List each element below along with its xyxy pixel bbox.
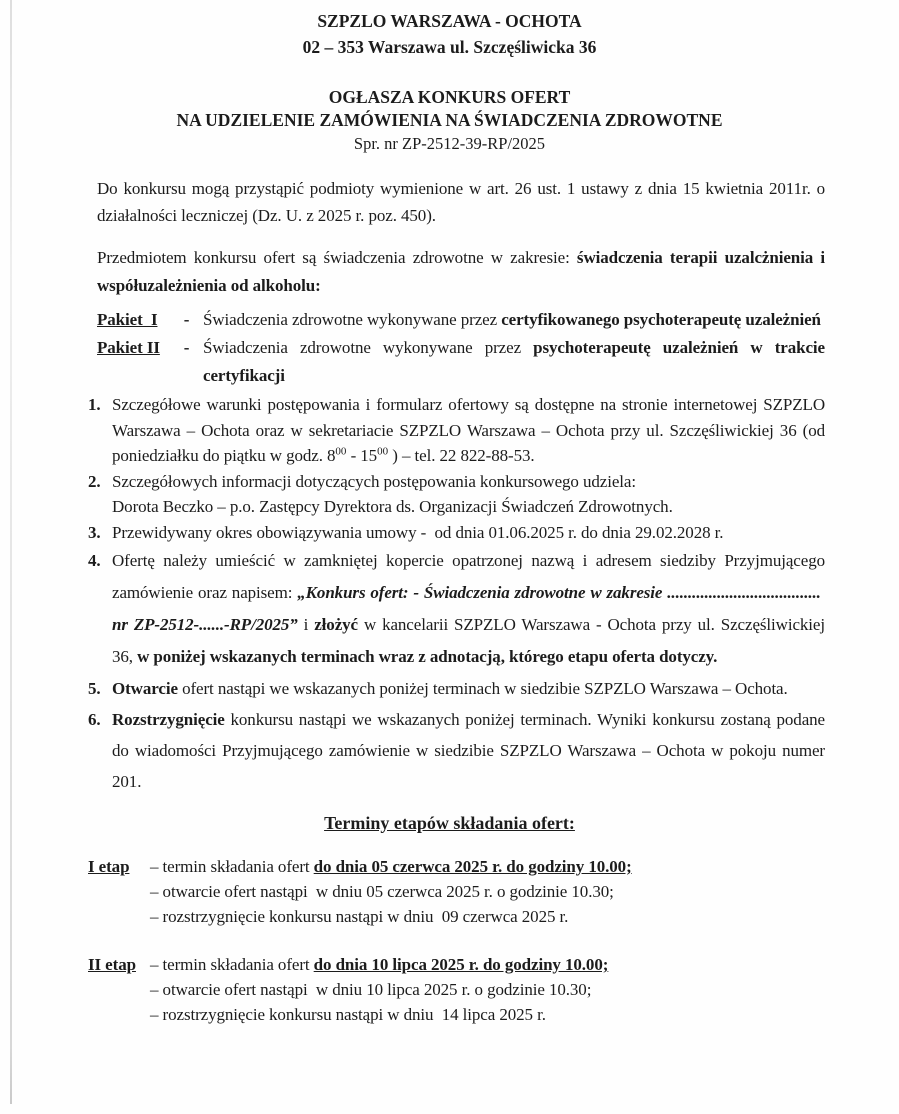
item-5-text (112, 673, 825, 704)
item-2-line2: Dorota Beczko – p.o. Zastępcy Dyrektora ds. Organizacji Świadczeń Zdrowotnych. (112, 497, 673, 516)
stage-1-resolution-line: – rozstrzygnięcie konkursu nastąpi w dniu 09 czerwca 2025 r. (150, 907, 569, 926)
package-1-description (203, 306, 825, 334)
numbered-item-6 (88, 704, 825, 797)
subject-paragraph-bold: świadczenia terapii uzalcżnienia i współuzależnienia od alkoholu: (97, 248, 825, 295)
numbered-item-5 (88, 673, 825, 704)
stage-2-resolution-line: – rozstrzygnięcie konkursu nastąpi w dniu 14 lipca 2025 r. (150, 1005, 546, 1024)
stage-1-label: I etap (88, 857, 130, 876)
stage-2-lines (150, 952, 859, 1027)
item-4-part5: w kancelarii SZPZLO Warszawa - Ochota przy ul. Szczęśliwickiej 36, (112, 615, 825, 666)
package-1-description-bold: certyfikowanego psychoterapeutę uzależnień (501, 310, 821, 329)
scan-edge-artifact (10, 0, 12, 1104)
item-6-part2: konkursu nastąpi we wskazanych poniżej terminach. Wyniki konkursu zostaną podane do wiadomości Przyjmującego zamówienie w siedzibie SZPZLO Warszawa – Ochota w pokoju numer 201. (112, 710, 825, 791)
package-2-label: Pakiet II (97, 338, 160, 357)
stage-2-term-line (150, 952, 859, 977)
item-3-number: 3. (88, 522, 101, 542)
org-name: SZPZLO WARSZAWA - OCHOTA (317, 11, 582, 31)
item-1-part1: Szczegółowe warunki postępowania i formularz ofertowy są dostępne na stronie internetowej SZPZLO Warszawa – Ochota oraz w sekretariacie SZPZLO Warszawa – Ochota przy ul. Szczęśliwickiej 36 (od poniedziałku do piątku w godz. 8 (112, 395, 825, 465)
item-4-part6: w poniżej wskazanych terminach wraz z adnotacją, którego etapu oferta dotyczy. (137, 647, 718, 666)
stage-1-opening-line: – otwarcie ofert nastąpi w dniu 05 czerwca 2025 r. o godzinie 10.30; (150, 882, 614, 901)
package-2-description-regular: Świadczenia zdrowotne wykonywane przez (203, 338, 534, 357)
intro-paragraph-text: Do konkursu mogą przystąpić podmioty wymienione w art. 26 ust. 1 ustawy z dnia 15 kwietnia 2011r. o działalności leczniczej (Dz. U. z 2025 r. poz. 450). (97, 179, 825, 225)
package-1-label: Pakiet I (97, 310, 158, 329)
item-1-number: 1. (88, 395, 101, 414)
package-row-1 (97, 306, 825, 334)
stage-2-term-deadline: do dnia 10 lipca 2025 r. do godziny 10.00; (313, 955, 609, 974)
document-header (0, 0, 899, 60)
item-5-keyword: Otwarcie (112, 679, 178, 698)
item-1-hours-close: 00 (377, 445, 389, 458)
package-2-description (203, 334, 825, 390)
item-1-part3: ) – tel. 22 822-88-53. (388, 446, 535, 465)
item-2-line1: Szczegółowych informacji dotyczących postępowania konkursowego udziela: (112, 471, 636, 491)
subject-paragraph-regular: Przedmiotem konkursu ofert są świadczenia zdrowotne w zakresie: (97, 248, 577, 267)
item-1-hours-open: 00 (335, 445, 347, 458)
item-6-number: 6. (88, 710, 101, 729)
item-6-keyword: Rozstrzygnięcie (112, 710, 225, 729)
org-address: 02 – 353 Warszawa ul. Szczęśliwicka 36 (302, 37, 597, 57)
schedule-heading-text: Terminy etapów składania ofert: (324, 813, 575, 833)
announcement-title (0, 86, 899, 155)
stage-1-term-prefix: – termin składania ofert (150, 857, 314, 876)
stage-1-lines (150, 854, 859, 929)
package-2-dash: - (183, 338, 190, 357)
intro-paragraph (97, 175, 825, 229)
announcement-title-line1: OGŁASZA KONKURS OFERT (328, 87, 571, 107)
stage-2-block (88, 952, 859, 1027)
conditions-list (0, 392, 899, 797)
item-4-part3: i (297, 615, 315, 634)
stage-2-label: II etap (88, 955, 136, 974)
case-number: Spr. nr ZP-2512-39-RP/2025 (353, 134, 546, 153)
package-1-dash: - (183, 310, 190, 329)
stage-1-block (88, 854, 859, 929)
item-2-text (112, 469, 825, 520)
numbered-item-4 (88, 545, 825, 673)
numbered-item-2 (88, 469, 825, 520)
numbered-item-3 (88, 520, 825, 546)
item-6-text (112, 704, 825, 797)
item-4-text (112, 545, 825, 673)
item-4-number: 4. (88, 551, 101, 570)
package-2-description-bold: psychoterapeutę uzależnień w trakcie certyfikacji (203, 338, 825, 385)
subject-paragraph (97, 244, 825, 300)
stage-2-term-prefix: – termin składania ofert (150, 955, 314, 974)
stage-1-term-line (150, 854, 859, 879)
item-4-part4: złożyć (314, 615, 358, 634)
schedule-heading (0, 813, 899, 834)
stage-1-term-deadline: do dnia 05 czerwca 2025 r. do godziny 10.00; (313, 857, 632, 876)
package-row-2 (97, 334, 825, 390)
item-4-part1: Ofertę należy umieścić w zamkniętej kopercie opatrzonej nazwą i adresem siedziby Przyjmującego zamówienie oraz napisem: (112, 551, 825, 602)
announcement-title-line2: NA UDZIELENIE ZAMÓWIENIA NA ŚWIADCZENIA ZDROWOTNE (176, 110, 723, 130)
package-list (0, 306, 899, 390)
item-2-number: 2. (88, 471, 101, 491)
item-5-part2: ofert nastąpi we wskazanych poniżej terminach w siedzibie SZPZLO Warszawa – Ochota. (177, 679, 788, 698)
item-1-part2: - 15 (346, 446, 378, 465)
item-1-text (112, 392, 825, 469)
package-1-description-regular: Świadczenia zdrowotne wykonywane przez (203, 310, 502, 329)
item-4-envelope-inscription: „Konkurs ofert: - Świadczenia zdrowotne w zakresie ..................................... nr ZP-2512-......-RP/2025” (112, 583, 825, 634)
numbered-item-1 (88, 392, 825, 469)
item-5-number: 5. (88, 679, 101, 698)
item-3-text: Przewidywany okres obowiązywania umowy - od dnia 01.06.2025 r. do dnia 29.02.2028 r. (112, 522, 724, 542)
stage-2-opening-line: – otwarcie ofert nastąpi w dniu 10 lipca 2025 r. o godzinie 10.30; (150, 980, 592, 999)
